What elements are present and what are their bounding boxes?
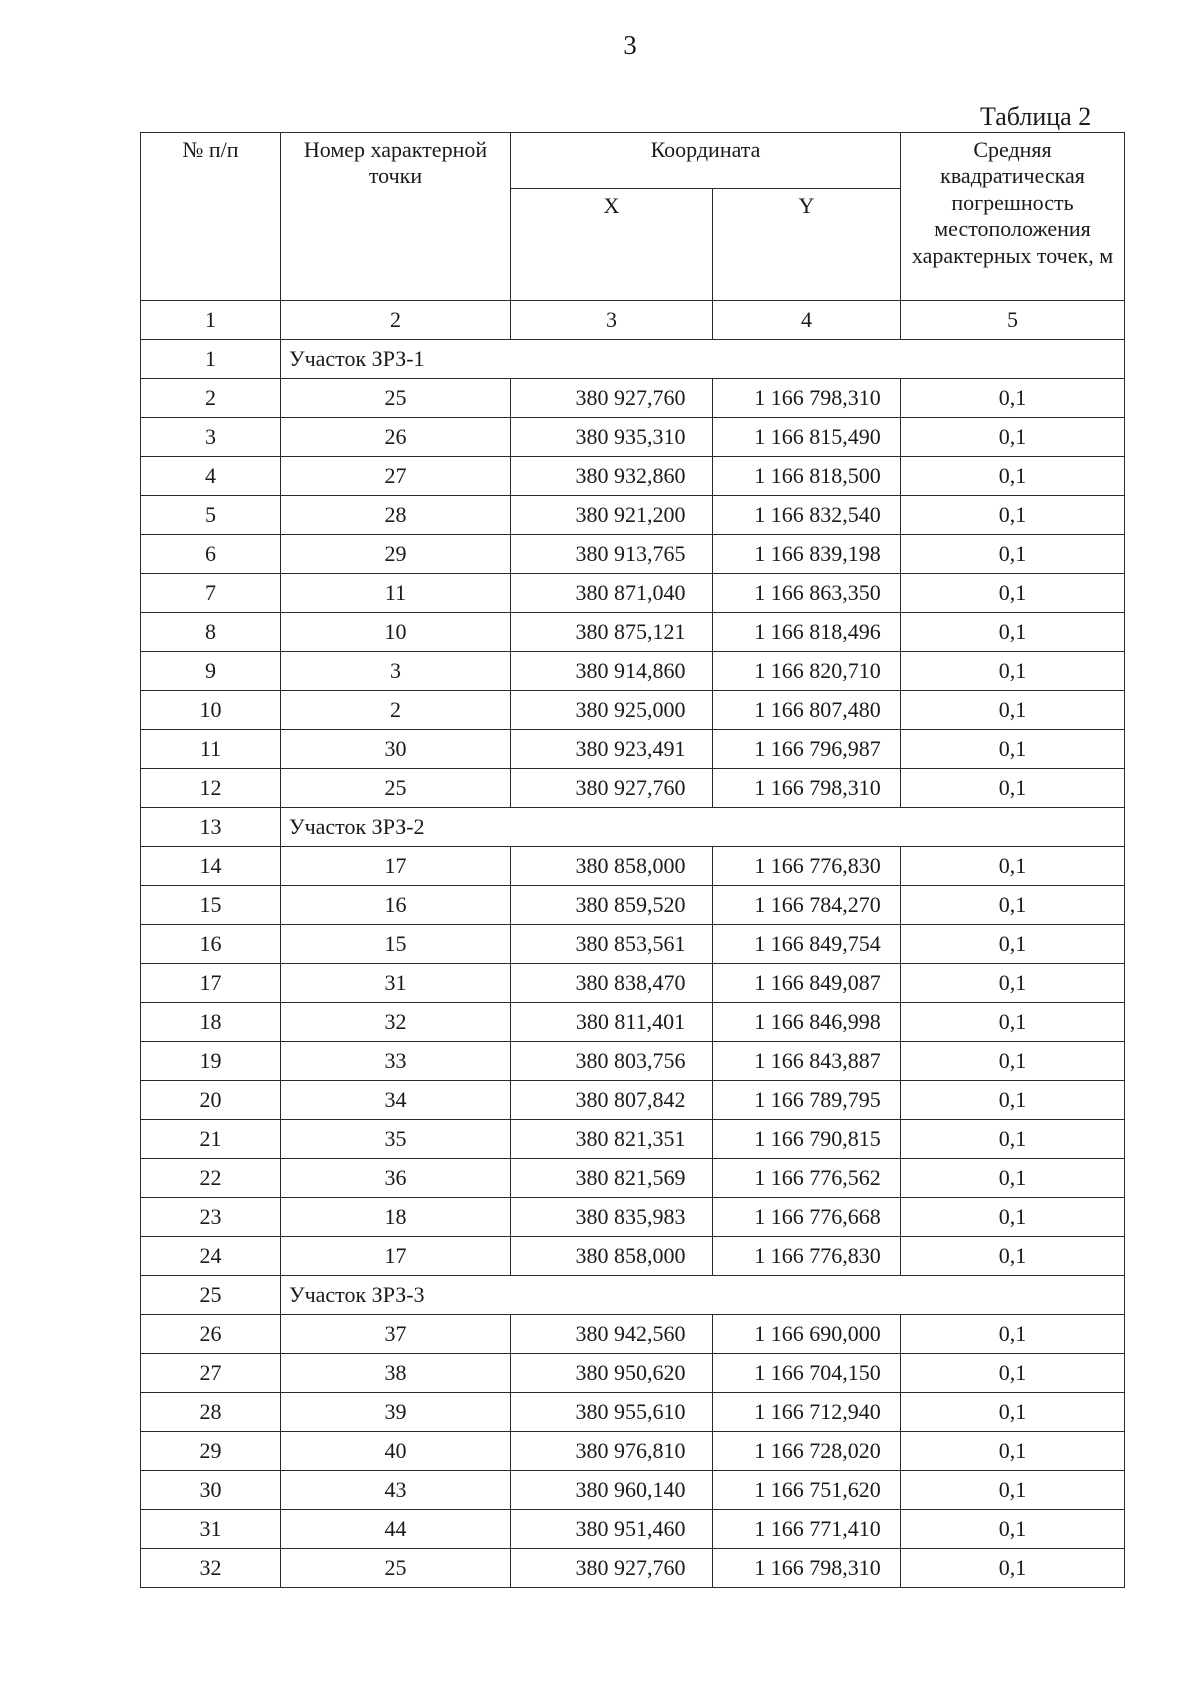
coordinate-x-cell: 380 923,491 [511, 730, 713, 769]
row-number-cell: 24 [141, 1237, 281, 1276]
point-number-cell: 38 [281, 1354, 511, 1393]
table-row [141, 964, 1125, 1003]
coordinate-y-cell: 1 166 798,310 [713, 379, 901, 418]
coordinate-x-cell: 380 955,610 [511, 1393, 713, 1432]
row-number-cell: 21 [141, 1120, 281, 1159]
coordinate-x-cell: 380 925,000 [511, 691, 713, 730]
table-row [141, 652, 1125, 691]
point-number-cell: 36 [281, 1159, 511, 1198]
coordinate-x-cell: 380 821,569 [511, 1159, 713, 1198]
error-cell: 0,1 [901, 1120, 1125, 1159]
coordinate-x-cell: 380 942,560 [511, 1315, 713, 1354]
row-number-cell: 18 [141, 1003, 281, 1042]
coordinate-x-cell: 380 838,470 [511, 964, 713, 1003]
error-cell: 0,1 [901, 691, 1125, 730]
point-number-cell: 34 [281, 1081, 511, 1120]
coordinate-x-cell: 380 914,860 [511, 652, 713, 691]
row-number-cell: 9 [141, 652, 281, 691]
page-number: 3 [623, 30, 637, 60]
coordinate-y-cell: 1 166 776,830 [713, 847, 901, 886]
table-row [141, 925, 1125, 964]
table-row [141, 691, 1125, 730]
table-row [141, 1198, 1125, 1237]
coordinate-y-cell: 1 166 776,668 [713, 1198, 901, 1237]
row-number-cell: 13 [141, 808, 281, 847]
table-caption: Таблица 2 [980, 102, 1092, 131]
table-row [141, 769, 1125, 808]
point-number-cell: 11 [281, 574, 511, 613]
coordinate-x-cell: 380 927,760 [511, 1549, 713, 1588]
coordinate-y-cell: 1 166 807,480 [713, 691, 901, 730]
row-number-cell: 11 [141, 730, 281, 769]
coordinate-x-cell: 380 835,983 [511, 1198, 713, 1237]
error-cell: 0,1 [901, 418, 1125, 457]
error-cell: 0,1 [901, 1471, 1125, 1510]
header-column-number: 5 [901, 301, 1125, 340]
table-row [141, 496, 1125, 535]
table-row [141, 1549, 1125, 1588]
table-body [141, 340, 1125, 1588]
coordinate-x-cell: 380 976,810 [511, 1432, 713, 1471]
point-number-cell: 28 [281, 496, 511, 535]
coordinate-y-cell: 1 166 818,500 [713, 457, 901, 496]
header-column-number: 2 [281, 301, 511, 340]
point-number-cell: 31 [281, 964, 511, 1003]
coordinate-y-cell: 1 166 863,350 [713, 574, 901, 613]
error-cell: 0,1 [901, 886, 1125, 925]
row-number-cell: 30 [141, 1471, 281, 1510]
point-number-cell: 25 [281, 379, 511, 418]
table-row [141, 1120, 1125, 1159]
coordinate-x-cell: 380 960,140 [511, 1471, 713, 1510]
point-number-cell: 18 [281, 1198, 511, 1237]
section-title-cell: Участок ЗРЗ-2 [281, 808, 1125, 847]
coordinate-y-cell: 1 166 690,000 [713, 1315, 901, 1354]
coordinate-y-cell: 1 166 796,987 [713, 730, 901, 769]
coordinate-y-cell: 1 166 849,754 [713, 925, 901, 964]
error-cell: 0,1 [901, 1003, 1125, 1042]
coordinate-y-cell: 1 166 820,710 [713, 652, 901, 691]
header-row-number: № п/п [141, 133, 281, 301]
row-number-cell: 5 [141, 496, 281, 535]
error-cell: 0,1 [901, 613, 1125, 652]
point-number-cell: 27 [281, 457, 511, 496]
error-cell: 0,1 [901, 457, 1125, 496]
coordinate-x-cell: 380 871,040 [511, 574, 713, 613]
section-row [141, 808, 1125, 847]
table-row [141, 886, 1125, 925]
table-row [141, 730, 1125, 769]
point-number-cell: 17 [281, 847, 511, 886]
coordinate-x-cell: 380 821,351 [511, 1120, 713, 1159]
coordinate-x-cell: 380 950,620 [511, 1354, 713, 1393]
error-cell: 0,1 [901, 964, 1125, 1003]
error-cell: 0,1 [901, 535, 1125, 574]
header-column-number: 1 [141, 301, 281, 340]
row-number-cell: 20 [141, 1081, 281, 1120]
point-number-cell: 25 [281, 1549, 511, 1588]
error-cell: 0,1 [901, 1510, 1125, 1549]
row-number-cell: 12 [141, 769, 281, 808]
table-row [141, 1081, 1125, 1120]
coordinate-x-cell: 380 921,200 [511, 496, 713, 535]
coordinate-y-cell: 1 166 843,887 [713, 1042, 901, 1081]
point-number-cell: 35 [281, 1120, 511, 1159]
point-number-cell: 32 [281, 1003, 511, 1042]
row-number-cell: 29 [141, 1432, 281, 1471]
row-number-cell: 6 [141, 535, 281, 574]
table-row [141, 1432, 1125, 1471]
coordinate-y-cell: 1 166 784,270 [713, 886, 901, 925]
row-number-cell: 3 [141, 418, 281, 457]
point-number-cell: 39 [281, 1393, 511, 1432]
point-number-cell: 30 [281, 730, 511, 769]
row-number-cell: 22 [141, 1159, 281, 1198]
coordinate-x-cell: 380 875,121 [511, 613, 713, 652]
coordinate-x-cell: 380 811,401 [511, 1003, 713, 1042]
coordinate-y-cell: 1 166 849,087 [713, 964, 901, 1003]
table-row [141, 418, 1125, 457]
header-column-number: 3 [511, 301, 713, 340]
row-number-cell: 32 [141, 1549, 281, 1588]
row-number-cell: 10 [141, 691, 281, 730]
table-row [141, 1354, 1125, 1393]
row-number-cell: 17 [141, 964, 281, 1003]
error-cell: 0,1 [901, 1081, 1125, 1120]
row-number-cell: 27 [141, 1354, 281, 1393]
table-row [141, 613, 1125, 652]
table-row [141, 1393, 1125, 1432]
point-number-cell: 44 [281, 1510, 511, 1549]
point-number-cell: 15 [281, 925, 511, 964]
row-number-cell: 1 [141, 340, 281, 379]
section-row [141, 340, 1125, 379]
point-number-cell: 16 [281, 886, 511, 925]
error-cell: 0,1 [901, 1237, 1125, 1276]
coordinate-x-cell: 380 858,000 [511, 1237, 713, 1276]
coordinate-x-cell: 380 807,842 [511, 1081, 713, 1120]
coordinate-x-cell: 380 951,460 [511, 1510, 713, 1549]
point-number-cell: 17 [281, 1237, 511, 1276]
table-row [141, 1159, 1125, 1198]
row-number-cell: 14 [141, 847, 281, 886]
header-y: Y [713, 189, 901, 301]
error-cell: 0,1 [901, 1159, 1125, 1198]
error-cell: 0,1 [901, 1315, 1125, 1354]
table-row [141, 847, 1125, 886]
coordinate-x-cell: 380 935,310 [511, 418, 713, 457]
row-number-cell: 31 [141, 1510, 281, 1549]
row-number-cell: 16 [141, 925, 281, 964]
coordinate-y-cell: 1 166 789,795 [713, 1081, 901, 1120]
row-number-cell: 15 [141, 886, 281, 925]
table-row [141, 574, 1125, 613]
coordinate-y-cell: 1 166 751,620 [713, 1471, 901, 1510]
coordinate-x-cell: 380 803,756 [511, 1042, 713, 1081]
point-number-cell: 26 [281, 418, 511, 457]
table-row [141, 1003, 1125, 1042]
row-number-cell: 8 [141, 613, 281, 652]
coordinate-y-cell: 1 166 728,020 [713, 1432, 901, 1471]
table-row [141, 1315, 1125, 1354]
point-number-cell: 43 [281, 1471, 511, 1510]
coordinate-y-cell: 1 166 815,490 [713, 418, 901, 457]
coordinate-y-cell: 1 166 704,150 [713, 1354, 901, 1393]
coordinate-x-cell: 380 858,000 [511, 847, 713, 886]
row-number-cell: 23 [141, 1198, 281, 1237]
error-cell: 0,1 [901, 1432, 1125, 1471]
point-number-cell: 29 [281, 535, 511, 574]
header-x: X [511, 189, 713, 301]
error-cell: 0,1 [901, 1042, 1125, 1081]
error-cell: 0,1 [901, 847, 1125, 886]
row-number-cell: 2 [141, 379, 281, 418]
table-row [141, 1042, 1125, 1081]
coordinate-y-cell: 1 166 798,310 [713, 1549, 901, 1588]
section-title-cell: Участок ЗРЗ-3 [281, 1276, 1125, 1315]
error-cell: 0,1 [901, 379, 1125, 418]
row-number-cell: 25 [141, 1276, 281, 1315]
point-number-cell: 33 [281, 1042, 511, 1081]
coordinate-y-cell: 1 166 776,562 [713, 1159, 901, 1198]
header-mean-square-error: Средняя квадратическая погрешность местоположения характерных точек, м [901, 133, 1125, 301]
point-number-cell: 25 [281, 769, 511, 808]
error-cell: 0,1 [901, 1549, 1125, 1588]
header-column-numbers [141, 301, 1125, 340]
error-cell: 0,1 [901, 769, 1125, 808]
coordinate-x-cell: 380 932,860 [511, 457, 713, 496]
table-row [141, 379, 1125, 418]
coordinate-y-cell: 1 166 712,940 [713, 1393, 901, 1432]
header-coordinate: Координата [511, 133, 901, 189]
coordinate-y-cell: 1 166 846,998 [713, 1003, 901, 1042]
table-row [141, 535, 1125, 574]
error-cell: 0,1 [901, 730, 1125, 769]
coordinate-x-cell: 380 853,561 [511, 925, 713, 964]
coordinate-x-cell: 380 927,760 [511, 379, 713, 418]
row-number-cell: 26 [141, 1315, 281, 1354]
section-title-cell: Участок ЗРЗ-1 [281, 340, 1125, 379]
header-point-number: Номер характерной точки [281, 133, 511, 301]
error-cell: 0,1 [901, 1198, 1125, 1237]
error-cell: 0,1 [901, 652, 1125, 691]
point-number-cell: 2 [281, 691, 511, 730]
coordinate-x-cell: 380 913,765 [511, 535, 713, 574]
row-number-cell: 4 [141, 457, 281, 496]
point-number-cell: 40 [281, 1432, 511, 1471]
coordinate-y-cell: 1 166 790,815 [713, 1120, 901, 1159]
coordinate-y-cell: 1 166 832,540 [713, 496, 901, 535]
point-number-cell: 3 [281, 652, 511, 691]
row-number-cell: 7 [141, 574, 281, 613]
table-row [141, 1471, 1125, 1510]
error-cell: 0,1 [901, 496, 1125, 535]
error-cell: 0,1 [901, 925, 1125, 964]
section-row [141, 1276, 1125, 1315]
table-row [141, 457, 1125, 496]
error-cell: 0,1 [901, 1393, 1125, 1432]
coordinate-y-cell: 1 166 771,410 [713, 1510, 901, 1549]
point-number-cell: 10 [281, 613, 511, 652]
table-row [141, 1237, 1125, 1276]
header-column-number: 4 [713, 301, 901, 340]
table-row [141, 1510, 1125, 1549]
error-cell: 0,1 [901, 574, 1125, 613]
coordinate-y-cell: 1 166 776,830 [713, 1237, 901, 1276]
row-number-cell: 28 [141, 1393, 281, 1432]
coordinate-y-cell: 1 166 798,310 [713, 769, 901, 808]
coordinate-y-cell: 1 166 839,198 [713, 535, 901, 574]
row-number-cell: 19 [141, 1042, 281, 1081]
coordinates-table [140, 132, 1125, 1588]
coordinate-y-cell: 1 166 818,496 [713, 613, 901, 652]
coordinate-x-cell: 380 859,520 [511, 886, 713, 925]
point-number-cell: 37 [281, 1315, 511, 1354]
coordinate-x-cell: 380 927,760 [511, 769, 713, 808]
error-cell: 0,1 [901, 1354, 1125, 1393]
